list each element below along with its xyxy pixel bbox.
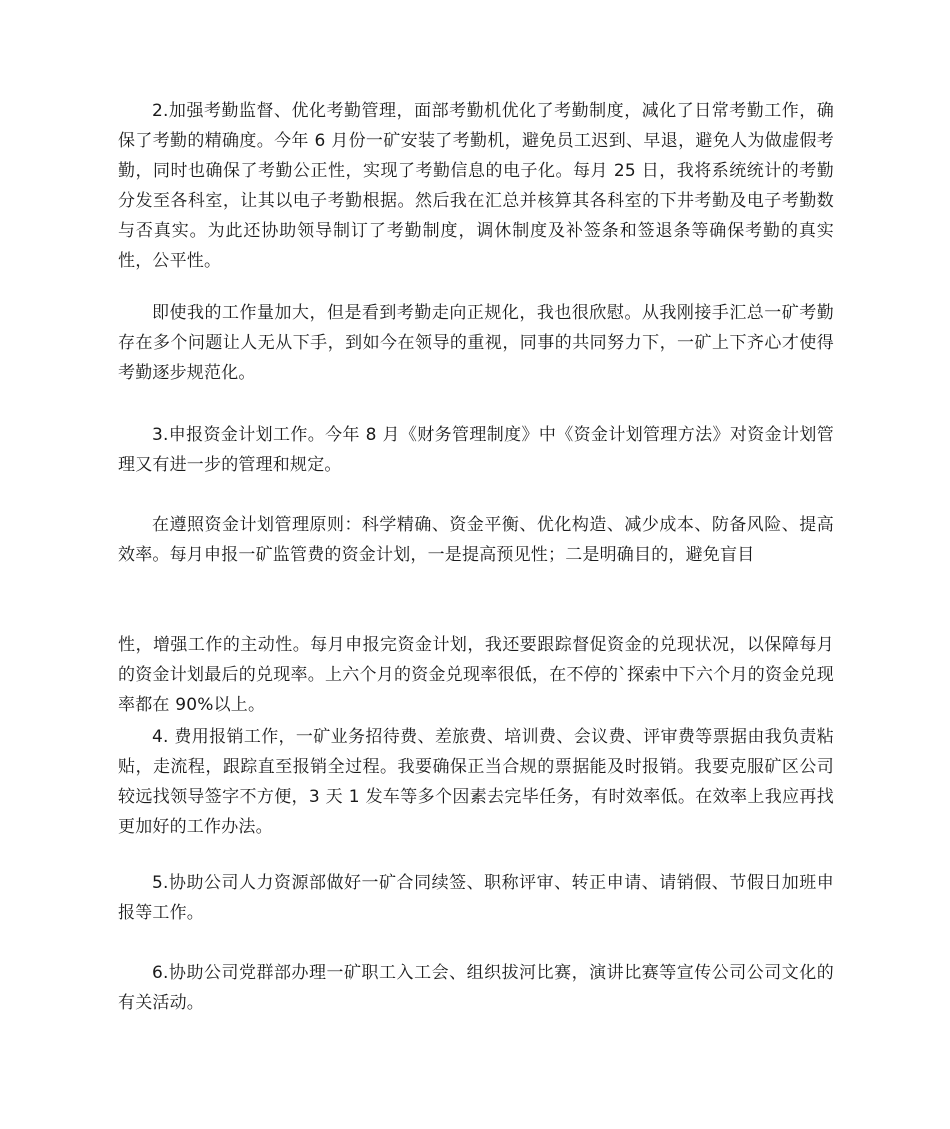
paragraph-fund-principles-continued: 性，增强工作的主动性。每月申报完资金计划，我还要跟踪督促资金的兑现状况，以保障每月的资金计划最后的兑现率。上六个月的资金兑现率很低，在不停的`探索中下六个月的资金兑现率都在 90%以上。: [118, 635, 834, 715]
paragraph-fund-plan: 3.申报资金计划工作。今年 8 月《财务管理制度》中《资金计划管理方法》对资金计划管理又有进一步的管理和规定。: [118, 425, 834, 475]
paragraph-attendance-reflection: 即使我的工作量加大，但是看到考勤走向正规化，我也很欣慰。从我刚接手汇总一矿考勤存在多个问题让人无从下手，到如今在领导的重视，同事的共同努力下，一矿上下齐心才使得考勤逐步规范化。: [118, 303, 834, 383]
paragraph-attendance: 2.加强考勤监督、优化考勤管理，面部考勤机优化了考勤制度，减化了日常考勤工作，确保了考勤的精确度。今年 6 月份一矿安装了考勤机，避免员工迟到、早退，避免人为做虚假考勤，同时也确保了考勤公正性，实现了考勤信息的电子化。每月 25 日，我将系统统计的考勤分发至各科室，让其以电子考勤根据。然后我在汇总并核算其各科室的下井考勤及电子考勤数与否真实。为此还协助领导制订了考勤制度，调休制度及补签条和签退条等确保考勤的真实性，公平性。: [118, 101, 834, 271]
paragraph-party-activities: 6.协助公司党群部办理一矿职工入工会、组织拔河比赛，演讲比赛等宣传公司公司文化的有关活动。: [118, 963, 834, 1013]
paragraph-expense-reimbursement: 4. 费用报销工作，一矿业务招待费、差旅费、培训费、会议费、评审费等票据由我负责粘贴，走流程，跟踪直至报销全过程。我要确保正当合规的票据能及时报销。我要克服矿区公司较远找领导签字不方便，3 天 1 发车等多个因素去完毕任务，有时效率低。在效率上我应再找更加好的工作办法。: [118, 727, 834, 837]
paragraph-hr-assistance: 5.协助公司人力资源部做好一矿合同续签、职称评审、转正申请、请销假、节假日加班申报等工作。: [118, 873, 834, 923]
paragraph-fund-principles: 在遵照资金计划管理原则：科学精确、资金平衡、优化构造、减少成本、防备风险、提高效率。每月申报一矿监管费的资金计划，一是提高预见性；二是明确目的，避免盲目: [118, 515, 834, 565]
